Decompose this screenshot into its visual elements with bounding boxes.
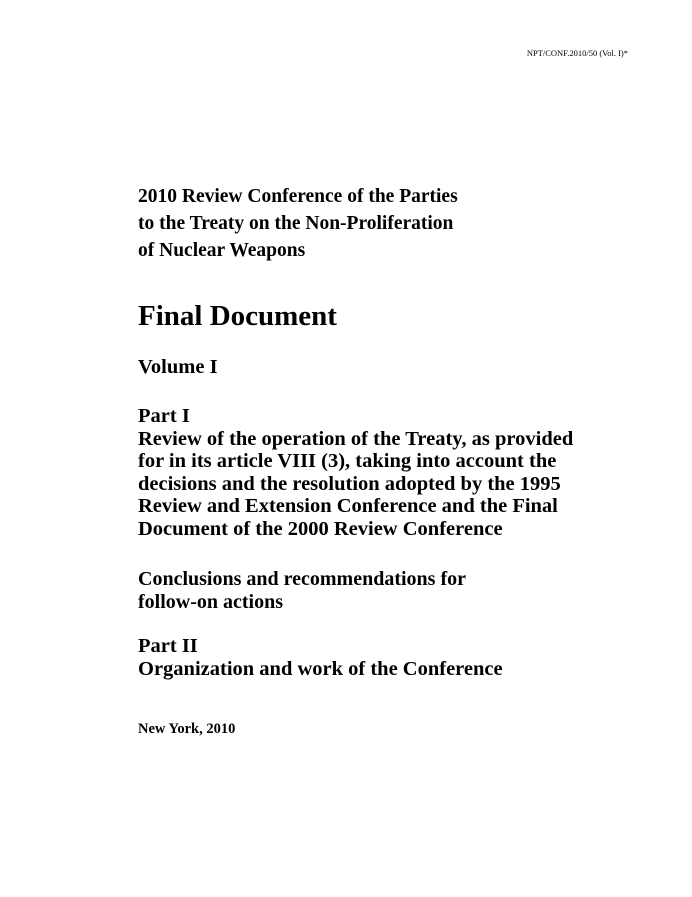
conference-title-line: to the Treaty on the Non-Proliferation <box>138 213 454 234</box>
document-title: Final Document <box>138 300 337 332</box>
conclusions-section <box>138 568 466 613</box>
part-two-heading: Part II <box>138 635 198 657</box>
part-one-description-line: Review of the operation of the Treaty, as provided <box>138 427 574 450</box>
conference-title <box>138 183 638 264</box>
cover-content <box>138 183 638 737</box>
part-one-heading: Part I <box>138 405 190 427</box>
part-two-description: Organization and work of the Conference <box>138 657 503 680</box>
part-one-description-line: for in its article VIII (3), taking into account the <box>138 450 557 472</box>
part-two-section <box>138 635 503 680</box>
conference-title-line: 2010 Review Conference of the Parties <box>138 186 458 207</box>
part-one-description-line: Review and Extension Conference and the Final <box>138 495 558 517</box>
part-one-description-line: Document of the 2000 Review Conference <box>138 517 503 540</box>
imprint-place-date: New York, 2010 <box>138 721 236 737</box>
conclusions-line: Conclusions and recommendations for <box>138 568 466 590</box>
document-symbol: NPT/CONF.2010/50 (Vol. I)* <box>526 48 628 58</box>
volume-label: Volume I <box>138 356 218 378</box>
part-one-section <box>138 405 573 540</box>
conclusions-line: follow-on actions <box>138 590 283 613</box>
conference-title-line: of Nuclear Weapons <box>138 240 306 261</box>
part-one-description-line: decisions and the resolution adopted by the 1995 <box>138 472 561 495</box>
